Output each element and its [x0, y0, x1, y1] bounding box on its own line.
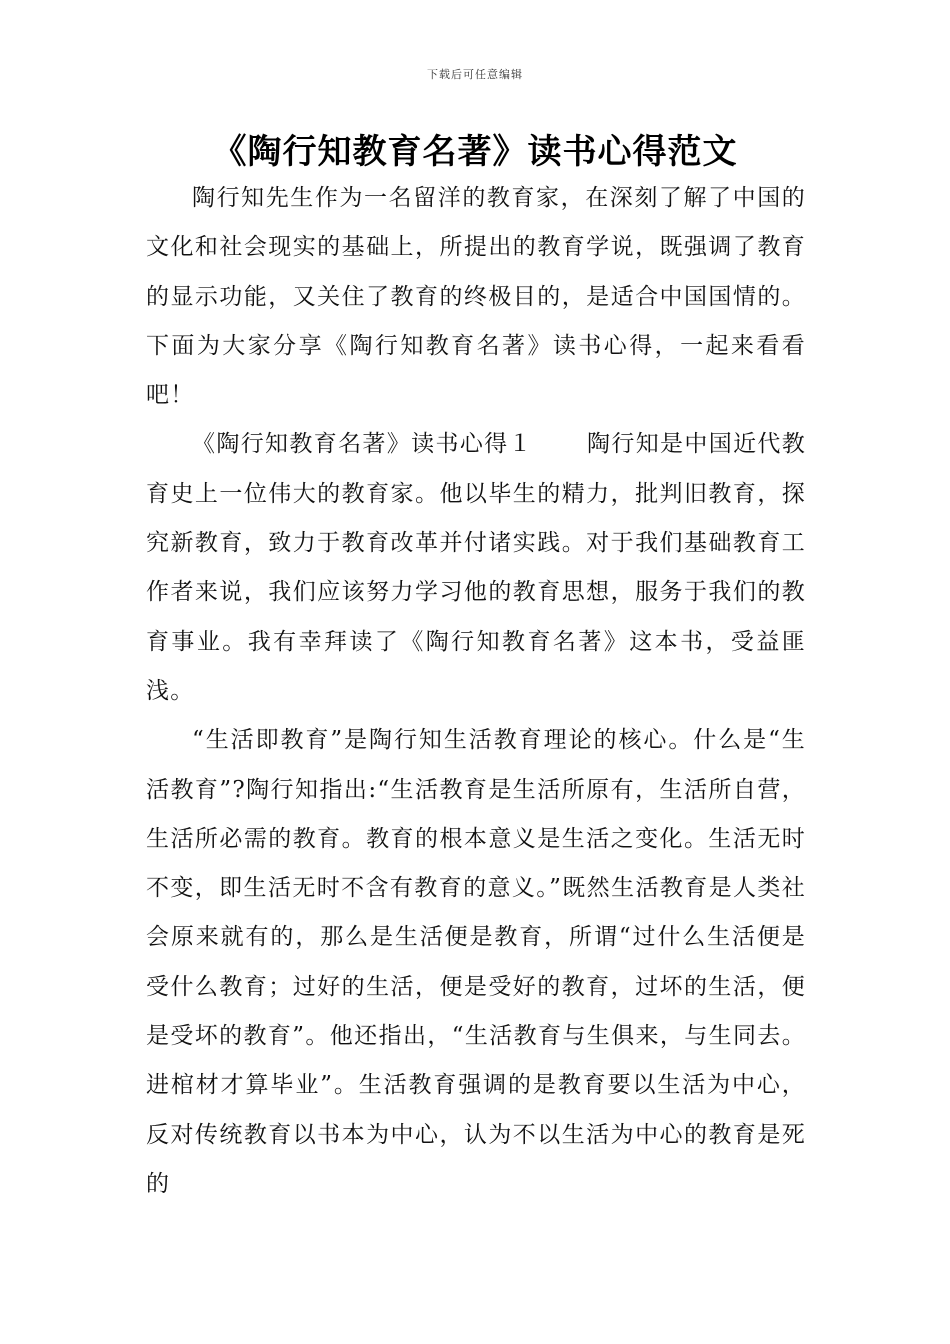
- document-body: [146, 174, 806, 1209]
- header-note: 下载后可任意编辑: [427, 68, 523, 81]
- intro-paragraph: 陶行知先生作为一名留洋的教育家，在深刻了解了中国的文化和社会现实的基础上，所提出的教育学说，既强调了教育的显示功能，又关住了教育的终极目的，是适合中国国情的。下面为大家分享《陶行知教育名著》读书心得，一起来看看吧！: [146, 185, 806, 409]
- document-title: 《陶行知教育名著》读书心得范文: [212, 132, 738, 172]
- section-1-heading: 《陶行知教育名著》读书心得１: [192, 431, 533, 458]
- section-1-paragraph: [146, 420, 806, 716]
- section-1-text: 陶行知是中国近代教育史上一位伟大的教育家。他以毕生的精力，批判旧教育，探究新教育，致力于教育改革并付诸实践。对于我们基础教育工作者来说，我们应该努力学习他的教育思想，服务于我们的教育事业。我有幸拜读了《陶行知教育名著》这本书，受益匪浅。: [146, 431, 806, 704]
- life-education-paragraph: “生活即教育”是陶行知生活教育理论的核心。什么是“生活教育”?陶行知指出:“生活教育是生活所原有，生活所自营，生活所必需的教育。教育的根本意义是生活之变化。生活无时不变，即生活无时不含有教育的意义。”既然生活教育是人类社会原来就有的，那么是生活便是教育，所谓“过什么生活便是受什么教育；过好的生活，便是受好的教育，过坏的生活，便是受坏的教育”。他还指出，“生活教育与生俱来，与生同去。进棺材才算毕业”。生活教育强调的是教育要以生活为中心，反对传统教育以书本为中心，认为不以生活为中心的教育是死的: [146, 727, 806, 1197]
